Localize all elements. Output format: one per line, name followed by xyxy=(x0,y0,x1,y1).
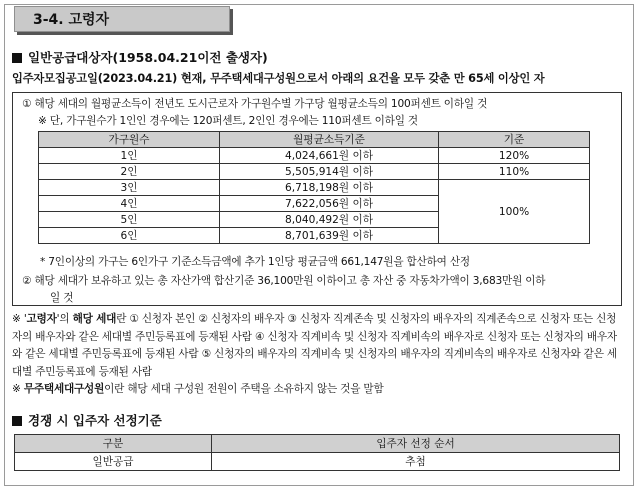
ratio-cell: 120% xyxy=(439,148,590,164)
income-criteria-table xyxy=(38,131,590,244)
competition-heading-text: 경쟁 시 입주자 선정기준 xyxy=(28,413,162,428)
competition-heading xyxy=(12,411,162,429)
header-household-members: 가구원수 xyxy=(39,132,220,148)
ratio-cell: 110% xyxy=(439,164,590,180)
general-supply-heading xyxy=(12,48,268,66)
household-members-cell: 4인 xyxy=(39,196,220,212)
selection-criteria-table xyxy=(14,434,620,471)
household-members-cell: 6인 xyxy=(39,228,220,244)
requirement-1-note: ※ 단, 가구원수가 1인인 경우에는 120퍼센트, 2인인 경우에는 110퍼센트 이하일 것 xyxy=(38,115,418,127)
income-cell: 5,505,914원 이하 xyxy=(220,164,439,180)
square-bullet-icon xyxy=(12,416,22,426)
header-monthly-income: 월평균소득기준 xyxy=(220,132,439,148)
homeless-member-text: 이란 해당 세대 구성원 전원이 주택을 소유하지 않는 것을 말함 xyxy=(104,383,384,395)
header-ratio: 기준 xyxy=(439,132,590,148)
category-cell: 일반공급 xyxy=(15,453,212,471)
header-category: 구분 xyxy=(15,435,212,453)
selection-order-cell: 추첨 xyxy=(212,453,620,471)
note-prefix: ※ ' xyxy=(12,313,27,325)
requirement-2-continued: 일 것 xyxy=(50,292,74,304)
section-title: 3-4. 고령자 xyxy=(14,6,230,32)
table-row xyxy=(15,453,620,471)
household-members-cell: 3인 xyxy=(39,180,220,196)
income-table-header-row xyxy=(39,132,590,148)
term-elderly: 고령자 xyxy=(26,313,57,325)
selection-table-header-row xyxy=(15,435,620,453)
household-members-cell: 2인 xyxy=(39,164,220,180)
square-bullet-icon xyxy=(12,53,22,63)
household-definition-text: 란 ① 신청자 본인 ② 신청자의 배우자 ③ 신청자 직계존속 및 신청자의 배우자의 직계존속으로 신청자 또는 신청자의 배우자와 같은 세대별 주민등록표에 등재된 사람 ④ 신청자 직계비속 및 신청자 직계비속의 배우자로 신청자 또는 신청자의 배우자와 같은 세대별 주민등록표에 등재된 사람 ⑤ 신청자의 배우자의 직계비속 및 신청자의 배우자의 직계비속의 배우자로 신청자와 같은 세대별 주민등록표에 등재된 사람 xyxy=(12,313,617,378)
table-row xyxy=(39,180,590,196)
term-homeless-member: 무주택세대구성원 xyxy=(23,383,105,395)
table-row xyxy=(39,148,590,164)
requirement-2: ② 해당 세대가 보유하고 있는 총 자산가액 합산기준 36,100만원 이하이고 총 자산 중 자동차가액이 3,683만원 이하 xyxy=(22,275,546,287)
requirement-1: ① 해당 세대의 월평균소득이 전년도 도시근로자 가구원수별 가구당 월평균소득의 100퍼센트 이하일 것 xyxy=(22,98,488,110)
income-cell: 8,701,639원 이하 xyxy=(220,228,439,244)
note-connector: '의 xyxy=(56,313,73,325)
term-household: 해당 세대 xyxy=(72,313,117,325)
income-cell: 7,622,056원 이하 xyxy=(220,196,439,212)
header-selection-order: 입주자 선정 순서 xyxy=(212,435,620,453)
note-prefix: ※ xyxy=(12,383,24,395)
household-members-cell: 1인 xyxy=(39,148,220,164)
general-supply-heading-text: 일반공급대상자(1958.04.21이전 출생자) xyxy=(28,50,268,65)
income-cell: 8,040,492원 이하 xyxy=(220,212,439,228)
homeless-member-note xyxy=(12,381,384,399)
seven-member-note: * 7인이상의 가구는 6인가구 기준소득금액에 추가 1인당 평균금액 661,147원을 합산하여 산정 xyxy=(40,256,470,268)
table-row xyxy=(39,164,590,180)
eligibility-intro: 입주자모집공고일(2023.04.21) 현재, 무주택세대구성원으로서 아래의 요건을 모두 갖춘 만 65세 이상인 자 xyxy=(12,72,545,85)
household-definition-note xyxy=(12,311,624,381)
shared-ratio-cell: 100% xyxy=(439,180,590,244)
income-cell: 6,718,198원 이하 xyxy=(220,180,439,196)
household-members-cell: 5인 xyxy=(39,212,220,228)
income-cell: 4,024,661원 이하 xyxy=(220,148,439,164)
